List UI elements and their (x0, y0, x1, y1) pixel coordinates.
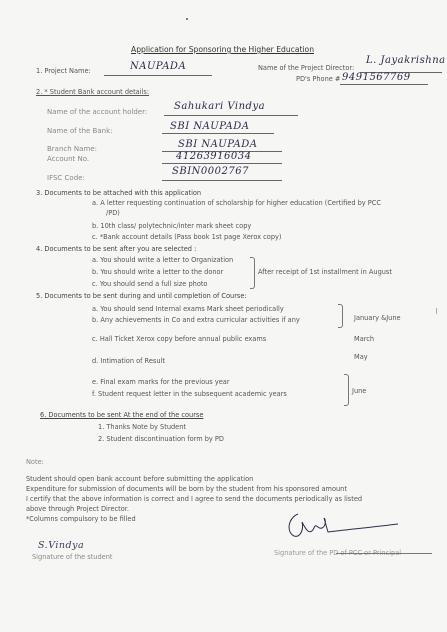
during-course-heading: 5. Documents to be sent during and until completion of Course: (36, 292, 247, 300)
during-course-item-a: a. You should send Internal exams Mark sheet periodically (92, 305, 284, 313)
may-label: May (354, 353, 368, 361)
pd-signature-label: Signature of the PD of PCC or Principal (274, 549, 402, 557)
installment-note: After receipt of 1st installment in August (258, 268, 392, 276)
account-holder-line (164, 115, 298, 116)
account-holder-label: Name of the account holder: (47, 108, 148, 116)
attach-item-b: b. 10th class/ polytechnic/inter mark sheet copy (92, 222, 252, 230)
bank-name-label: Name of the Bank: (47, 127, 113, 135)
project-name-line (104, 75, 212, 76)
account-number-line (162, 163, 282, 164)
ifsc-label: IFSC Code: (47, 174, 85, 182)
branch-name-value: SBI NAUPADA (178, 139, 258, 150)
after-selection-heading: 4. Documents to be sent after you are selected : (36, 245, 197, 253)
account-holder-value: Sahukari Vindya (174, 101, 266, 112)
student-signature-label: Signature of the student (32, 553, 113, 561)
director-label: Name of the Project Director: (258, 64, 355, 72)
phone-value: 9491567769 (342, 72, 411, 83)
pd-signature-mark (284, 500, 402, 546)
attach-item-a: a. A letter requesting continuation of scholarship for higher education (Certified by PCC (92, 199, 381, 207)
during-course-item-f: f. Student request letter in the subsequent academic years (92, 390, 287, 398)
account-number-value: 41263916034 (176, 151, 252, 162)
note-line-4: above through Project Director. (26, 505, 129, 513)
january-june-label: January &June (354, 314, 401, 322)
june-label: June (352, 387, 367, 395)
after-selection-item-a: a. You should write a letter to Organization (92, 256, 234, 264)
bank-name-line (162, 133, 274, 134)
after-selection-item-c: c. You should send a full size photo (92, 280, 208, 288)
end-of-course-item-2: 2. Student discontinuation form by PD (98, 435, 224, 443)
student-signature: S.Vindya (38, 540, 85, 551)
pd-label-strikethrough (336, 553, 432, 554)
note-line-5: *Columns compulsory to be filled (26, 515, 136, 523)
phone-line (340, 84, 428, 85)
note-line-3: I certify that the above information is correct and I agree to send the documents periodically as listed (26, 495, 363, 503)
director-value: L. Jayakrishna (366, 55, 446, 66)
bank-details-heading: 2. * Student Bank account details: (36, 88, 150, 96)
ifsc-value: SBIN0002767 (172, 166, 249, 177)
note-line-2: Expenditure for submission of documents will be born by the student from his sponsored amount (26, 485, 347, 493)
brace-after-selection (250, 257, 255, 289)
brace-final-marks (344, 374, 349, 406)
end-of-course-heading: 6. Documents to be sent At the end of the course (40, 411, 204, 419)
during-course-item-b: b. Any achievements in Co and extra curricular activities if any (92, 316, 300, 324)
bank-name-value: SBI NAUPADA (170, 121, 250, 132)
note-line-1: Student should open bank account before submitting the application (26, 475, 254, 483)
march-label: March (354, 335, 375, 343)
project-name-value: NAUPADA (130, 61, 187, 72)
document-title: Application for Sponsoring the Higher Education (131, 45, 315, 54)
attach-item-c: c. *Bank account details (Pass book 1st page Xerox copy) (92, 233, 282, 241)
end-of-course-item-1: 1. Thanks Note by Student (98, 423, 187, 431)
during-course-item-c: c. Hall Ticket Xerox copy before annual public exams (92, 335, 267, 343)
during-course-item-e: e. Final exam marks for the previous year (92, 378, 230, 386)
project-name-label: 1. Project Name: (36, 67, 91, 75)
branch-name-label: Branch Name: (47, 145, 97, 153)
phone-label: PD's Phone # (296, 75, 341, 83)
brace-during-course (338, 304, 343, 328)
scan-speck (186, 18, 188, 20)
ifsc-line (162, 180, 282, 181)
scan-mark (436, 308, 437, 314)
note-label: Note: (26, 458, 44, 466)
attach-item-a-cont: /PD) (106, 209, 120, 217)
attach-heading: 3. Documents to be attached with this application (36, 189, 202, 197)
after-selection-item-b: b. You should write a letter to the donor (92, 268, 224, 276)
during-course-item-d: d. Intimation of Result (92, 357, 165, 365)
account-number-label: Account No. (47, 155, 90, 163)
